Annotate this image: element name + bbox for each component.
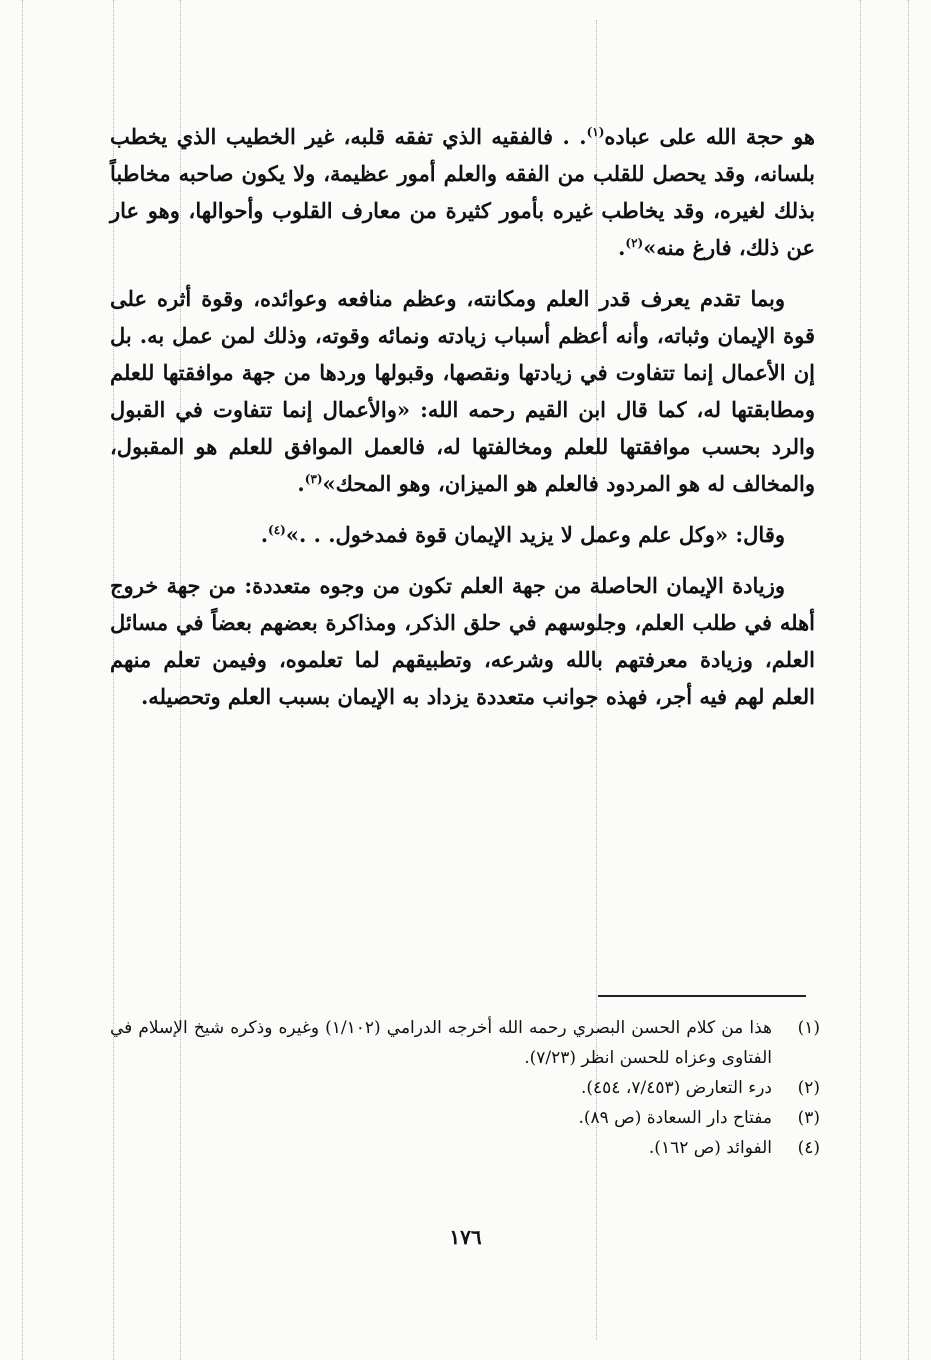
- footnote-number: (٣): [797, 1108, 820, 1128]
- paragraph-1-start: هو حجة الله على عباده: [604, 124, 815, 149]
- footnote-separator: [598, 995, 806, 997]
- paragraph-1: [110, 118, 815, 266]
- page-number: ١٧٦: [449, 1225, 482, 1249]
- footnote-text: درء التعارض (٧/٤٥٣، ٤٥٤).: [581, 1078, 772, 1098]
- footnote-text: الفوائد (ص ١٦٢).: [648, 1138, 772, 1158]
- paragraph-2-text: وبما تقدم يعرف قدر العلم ومكانته، وعظم منافعه وعوائده، وقوة أثره على قوة الإيمان وثباته، وأنه أعظم أسباب زيادته ونمائه وقوته، وذلك لمن عمل به. بل إن الأعمال إنما تتفاوت في زيادتها ونقصها، وقبولها وردها من جهة موافقتها للعلم ومطابقتها له، كما قال ابن القيم رحمه الله: «والأعمال إنما تتفاوت في القبول والرد بحسب موافقتها للعلم ومخالفتها له، فالعمل الموافق للعلم هو المقبول، والمخالف له هو المردود فالعلم هو الميزان، وهو المحك»: [110, 286, 815, 496]
- footnote-ref-3: (٣): [304, 472, 323, 486]
- paragraph-3-end: .: [260, 522, 268, 547]
- footnote-ref-2: (٢): [625, 236, 644, 250]
- paragraph-2: [110, 280, 815, 502]
- paragraph-4: وزيادة الإيمان الحاصلة من جهة العلم تكون من وجوه متعددة: من جهة خروج أهله في طلب العلم، وجلوسهم في حلق الذكر، ومذاكرة بعضهم بعضاً في مسائل العلم، وزيادة معرفتهم بالله وشرعه، وتطبيقهم لما تعلموه، وفيمن تعلم منهم العلم لهم فيه أجر، فهذه جوانب متعددة يزداد به الإيمان بسبب العلم وتحصيله.: [110, 573, 815, 709]
- paragraph-3: [110, 516, 815, 553]
- footnote-ref-4: (٤): [268, 523, 286, 537]
- scan-guide-line: [860, 0, 861, 1360]
- footnote-number: (٢): [797, 1078, 820, 1098]
- paragraph-2-end: .: [297, 471, 305, 496]
- main-text: [110, 118, 815, 715]
- scan-guide-line: [22, 0, 23, 1360]
- footnote-number: (١): [797, 1018, 820, 1038]
- footnote-item: [110, 1013, 820, 1073]
- footnote-text: مفتاح دار السعادة (ص ٨٩).: [578, 1108, 772, 1128]
- footnote-ref-1: (١): [586, 125, 605, 139]
- footnote-text: هذا من كلام الحسن البصري رحمه الله أخرجه الدرامي (١/١٠٢) وغيره وذكره شيخ الإسلام في الفتاوى وعزاه للحسن انظر (٧/٢٣).: [110, 1018, 772, 1068]
- footnote-item: [110, 1103, 820, 1133]
- paragraph-1-end: .: [618, 235, 626, 260]
- paragraph-3-text: وقال: «وكل علم وعمل لا يزيد الإيمان قوة فمدخول. . .»: [285, 522, 785, 547]
- footnote-item: [110, 1073, 820, 1103]
- footnote-item: [110, 1133, 820, 1163]
- paragraph-1-middle: . . فالفقيه الذي تفقه قلبه، غير الخطيب الذي يخطب بلسانه، وقد يحصل للقلب من الفقه والعلم أمور عظيمة، ولا يكون صاحبه مخاطباً بذلك لغيره، وقد يخاطب غيره بأمور كثيرة من معارف القلوب وأحوالها، وهو عار عن ذلك، فارغ منه»: [110, 124, 815, 260]
- footnotes: [110, 1013, 820, 1163]
- scan-guide-line: [908, 0, 909, 1360]
- footnote-number: (٤): [797, 1138, 820, 1158]
